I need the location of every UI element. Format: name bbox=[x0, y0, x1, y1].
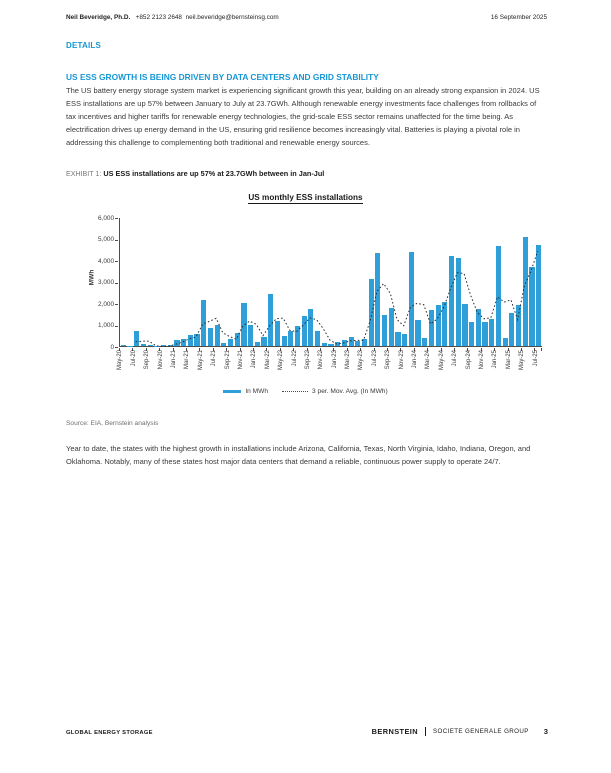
x-tick-label: Sep-21 bbox=[224, 350, 231, 370]
y-tick-label: 1,000 bbox=[98, 322, 114, 329]
header-author-line bbox=[66, 14, 279, 21]
x-tick-label: Sep-24 bbox=[465, 350, 472, 370]
y-tick-mark bbox=[115, 261, 118, 262]
x-tick-label: Mar-24 bbox=[425, 350, 432, 370]
x-tick-label: Sep-22 bbox=[304, 350, 311, 370]
chart-legend bbox=[0, 388, 611, 395]
y-tick-label: 5,000 bbox=[98, 236, 114, 243]
societe-generale-label: SOCIETE GENERALE GROUP bbox=[432, 728, 529, 735]
exhibit-caption-text: US ESS installations are up 57% at 23.7GWh between in Jan-Jul bbox=[103, 169, 325, 178]
page-number: 3 bbox=[543, 727, 548, 736]
moving-average-label: 3 per. Mov. Avg. (In MWh) bbox=[312, 388, 388, 395]
x-tick-label: May-22 bbox=[278, 350, 285, 371]
x-tick-label: Jul-25 bbox=[532, 350, 539, 367]
author-email: neil.beveridge@bernsteinsg.com bbox=[185, 14, 279, 21]
report-date: 16 September 2025 bbox=[490, 14, 547, 21]
x-tick-label: Mar-25 bbox=[505, 350, 512, 370]
footer-section-label: GLOBAL ENERGY STORAGE bbox=[66, 730, 153, 736]
y-tick-mark bbox=[115, 326, 118, 327]
y-axis-label: MWh bbox=[88, 269, 96, 286]
y-tick-label: 0 bbox=[110, 343, 114, 351]
y-tick-label: 2,000 bbox=[98, 300, 114, 308]
x-tick-label: Nov-20 bbox=[157, 350, 164, 370]
x-tick-label: May-24 bbox=[438, 350, 445, 371]
exhibit-label: EXHIBIT 1: bbox=[66, 170, 102, 178]
exhibit-caption bbox=[66, 169, 324, 178]
x-tick-label: Mar-21 bbox=[184, 350, 191, 370]
x-tick-label: Jan-23 bbox=[331, 350, 338, 369]
x-tick-label: Nov-21 bbox=[237, 350, 244, 370]
x-tick-label: Nov-23 bbox=[398, 350, 405, 370]
bar-series-swatch bbox=[223, 390, 241, 394]
closing-paragraph: Year to date, the states with the highest growth in installations include Arizona, California, Texas, North Virginia, Idaho, Indiana, Oregon, and Oklahoma. Notably, many of these states host major data centers that demand a reliable, continuous power supply to operate 24/7. bbox=[66, 444, 531, 466]
y-tick-label: 6,000 bbox=[98, 214, 114, 222]
y-tick-mark bbox=[115, 304, 118, 305]
x-tick-label: Nov-22 bbox=[318, 350, 325, 370]
x-tick-label: May-25 bbox=[519, 350, 526, 371]
x-tick-label: Jul-22 bbox=[291, 350, 298, 367]
x-tick-label: Nov-24 bbox=[479, 350, 486, 370]
x-tick-label: May-21 bbox=[197, 350, 204, 371]
x-tick-label: Jan-22 bbox=[251, 350, 258, 369]
x-tick-label: Jul-23 bbox=[371, 350, 378, 367]
details-heading: DETAILS bbox=[66, 41, 102, 50]
moving-average-swatch bbox=[282, 391, 308, 392]
x-tick-label: Jul-20 bbox=[130, 350, 137, 367]
section-body: The US battery energy storage system market is experiencing significant growth this year, building on an already strong expansion in 2024. US ESS installations are up 57% between January to July at 23.7GWh. Although renewable energy investments face challenges from rollbacks of tax incentives and higher tariffs for renewable energy technologies, the grid-scale ESS sector remains unaffected for the time being. As electrification drives up energy demand in the US, ensuring grid resilience becomes increasingly vital. Batteries is playing a pivotal role in addressing this challenge to complementing both traditional and renewable energy sources. bbox=[66, 86, 540, 147]
x-tick-label: Mar-22 bbox=[264, 350, 271, 370]
x-tick-label: Mar-23 bbox=[345, 350, 352, 370]
y-tick-mark bbox=[115, 240, 118, 241]
x-tick-label: Jan-25 bbox=[492, 350, 499, 369]
y-tick-label: 4,000 bbox=[98, 257, 114, 265]
x-tick-label: Jan-21 bbox=[170, 350, 177, 369]
author-phone: +852 2123 2648 bbox=[135, 14, 182, 21]
x-tick-label: May-20 bbox=[117, 350, 124, 371]
moving-average-line bbox=[119, 218, 541, 347]
x-tick-label: May-23 bbox=[358, 350, 365, 371]
x-tick-label: Sep-23 bbox=[385, 350, 392, 370]
y-tick-label: 3,000 bbox=[98, 279, 114, 286]
bar-series-label: In MWh bbox=[245, 388, 269, 395]
x-tick-label: Sep-20 bbox=[144, 350, 151, 370]
legend-item-bars bbox=[223, 388, 268, 395]
ess-installations-chart bbox=[0, 188, 611, 418]
source-note: Source: EIA, Bernstein analysis bbox=[66, 420, 159, 427]
y-tick-mark bbox=[115, 283, 118, 284]
chart-title: US monthly ESS installations bbox=[248, 193, 363, 202]
y-tick-mark bbox=[115, 347, 118, 348]
x-tick-label: Jul-21 bbox=[211, 350, 218, 367]
footer-divider bbox=[425, 727, 426, 736]
section-title: US ESS GROWTH IS BEING DRIVEN BY DATA CENTERS AND GRID STABILITY bbox=[66, 72, 379, 82]
legend-item-moving-average bbox=[282, 388, 388, 395]
x-tick-label: Jan-24 bbox=[412, 350, 419, 369]
bernstein-logo: BERNSTEIN bbox=[371, 727, 418, 736]
footer-brand-block bbox=[372, 727, 548, 736]
x-tick-label: Jul-24 bbox=[452, 350, 459, 367]
y-tick-mark bbox=[115, 218, 118, 219]
author-name: Neil Beveridge, Ph.D. bbox=[66, 14, 131, 21]
